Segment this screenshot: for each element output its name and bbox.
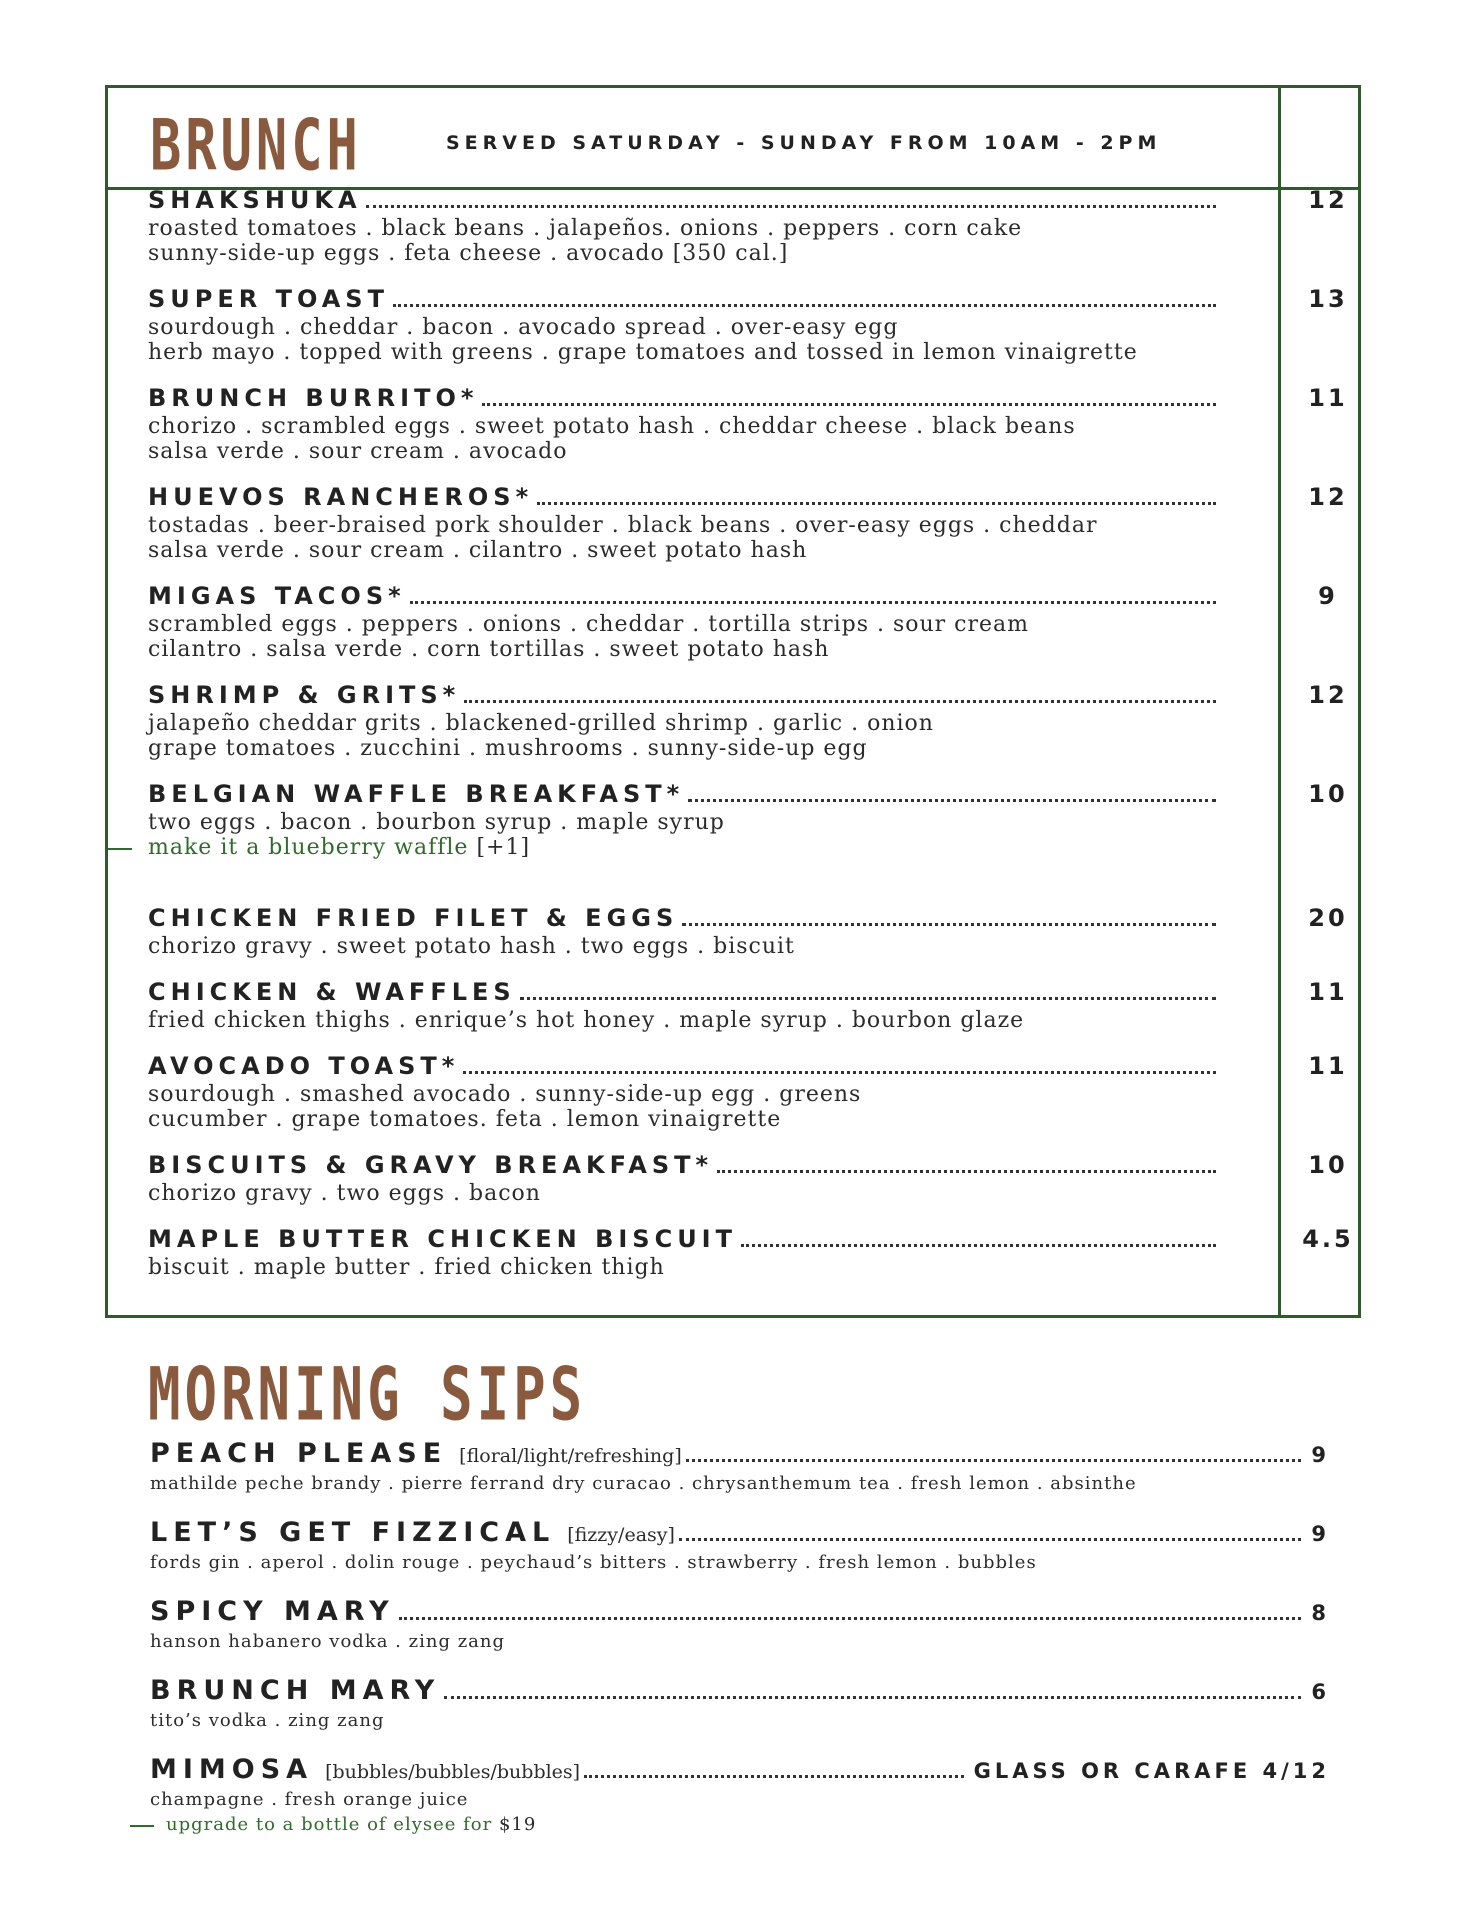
drink-tags: [floral/light/refreshing] — [459, 1445, 682, 1467]
dotted-leader — [741, 1226, 1216, 1247]
menu-item — [148, 285, 1358, 365]
drink-item-header — [150, 1596, 1330, 1630]
dotted-leader — [584, 1759, 963, 1778]
menu-item-name: HUEVOS RANCHEROS* — [148, 483, 534, 511]
menu-item-description: chorizo . scrambled eggs . sweet potato hash . cheddar cheese . black beans — [148, 414, 1076, 439]
menu-item-description: chorizo gravy . sweet potato hash . two eggs . biscuit — [148, 934, 795, 959]
menu-item-header — [148, 384, 1358, 414]
menu-item-title-row — [148, 186, 1224, 214]
dotted-leader — [399, 1601, 1302, 1620]
drink-price: GLASS OR CARAFE 4/12 — [973, 1759, 1330, 1783]
dotted-leader — [410, 583, 1216, 604]
menu-item-title-row — [148, 681, 1224, 709]
menu-item-description: two eggs . bacon . bourbon syrup . maple syrup — [148, 810, 725, 835]
menu-item-description: jalapeño cheddar grits . blackened-grilled shrimp . garlic . onion — [148, 711, 934, 736]
menu-item-header — [148, 1225, 1358, 1255]
menu-item-title-row — [148, 978, 1224, 1006]
dotted-leader — [444, 1680, 1301, 1699]
menu-item-title-row — [148, 285, 1224, 313]
dotted-leader — [686, 1443, 1302, 1462]
drink-price: 9 — [1311, 1443, 1330, 1467]
menu-item-price: 12 — [1308, 186, 1348, 214]
menu-item — [148, 1225, 1358, 1280]
green-dash-marker — [108, 848, 132, 850]
upgrade-note-price: [+1] — [476, 835, 531, 860]
menu-item-name: CHICKEN & WAFFLES — [148, 978, 516, 1006]
drink-item — [150, 1517, 1330, 1575]
upgrade-note-text: make it a blueberry waffle — [148, 835, 469, 860]
drink-tags: [fizzy/easy] — [567, 1524, 675, 1546]
menu-item-header — [148, 582, 1358, 612]
upgrade-note-text: upgrade to a bottle of elysee for — [166, 1814, 493, 1835]
drink-item-header — [150, 1438, 1330, 1472]
green-dash-marker — [130, 1825, 154, 1827]
dotted-leader — [393, 286, 1216, 307]
menu-item-price: 11 — [1308, 978, 1348, 1006]
menu-item-title-row — [148, 1225, 1224, 1253]
drink-name: PEACH PLEASE — [150, 1438, 448, 1469]
drink-price: 6 — [1311, 1680, 1330, 1704]
menu-item-price: 13 — [1308, 285, 1348, 313]
menu-item-description: salsa verde . sour cream . cilantro . sweet potato hash — [148, 538, 808, 563]
menu-item-name: SHRIMP & GRITS* — [148, 681, 461, 709]
menu-item-price: 10 — [1308, 780, 1348, 808]
drink-item — [150, 1754, 1330, 1838]
brunch-header — [108, 88, 1358, 190]
menu-item-title-row — [148, 1052, 1224, 1080]
menu-item-name: BRUNCH BURRITO* — [148, 384, 479, 412]
menu-item-header — [148, 978, 1358, 1008]
menu-item-description: grape tomatoes . zucchini . mushrooms . sunny-side-up egg — [148, 736, 868, 761]
menu-item — [148, 978, 1358, 1033]
drink-price: 8 — [1311, 1601, 1330, 1625]
menu-item-price: 11 — [1308, 384, 1348, 412]
drink-tags: [bubbles/bubbles/bubbles] — [325, 1761, 581, 1783]
menu-item — [148, 681, 1358, 761]
menu-item-price: 12 — [1308, 483, 1348, 511]
drink-item-header — [150, 1675, 1330, 1709]
menu-item-header — [148, 1052, 1358, 1082]
menu-item-name: AVOCADO TOAST* — [148, 1052, 460, 1080]
dotted-leader — [463, 1053, 1216, 1074]
menu-item-description: scrambled eggs . peppers . onions . cheddar . tortilla strips . sour cream — [148, 612, 1030, 637]
dotted-leader — [537, 484, 1216, 505]
menu-item-name: MIGAS TACOS* — [148, 582, 406, 610]
menu-item-name: BISCUITS & GRAVY BREAKFAST* — [148, 1151, 714, 1179]
menu-item-description: roasted tomatoes . black beans . jalapeños. onions . peppers . corn cake — [148, 216, 1023, 241]
dotted-leader — [366, 187, 1216, 208]
menu-item-description: sunny-side-up eggs . feta cheese . avocado [350 cal.] — [148, 241, 789, 266]
menu-item-name: MAPLE BUTTER CHICKEN BISCUIT — [148, 1225, 737, 1253]
menu-item-name: SUPER TOAST — [148, 285, 389, 313]
menu-item-header — [148, 681, 1358, 711]
menu-item-description: chorizo gravy . two eggs . bacon — [148, 1181, 541, 1206]
menu-item — [148, 780, 1358, 860]
menu-item-title-row — [148, 904, 1224, 932]
menu-item-title-row — [148, 483, 1224, 511]
drink-name: SPICY MARY — [150, 1596, 395, 1627]
dotted-leader — [482, 385, 1216, 406]
brunch-menu-box — [105, 85, 1361, 1318]
menu-item-description: cilantro . salsa verde . corn tortillas . sweet potato hash — [148, 637, 830, 662]
menu-item — [148, 483, 1358, 563]
drink-description: mathilde peche brandy . pierre ferrand dry curacao . chrysanthemum tea . fresh lemon . absinthe — [150, 1473, 1137, 1494]
menu-item-header — [148, 285, 1358, 315]
menu-item-description: herb mayo . topped with greens . grape tomatoes and tossed in lemon vinaigrette — [148, 340, 1138, 365]
menu-item-price: 4.5 — [1302, 1225, 1354, 1253]
menu-item-description: sourdough . cheddar . bacon . avocado spread . over-easy egg — [148, 315, 899, 340]
drink-item — [150, 1596, 1330, 1654]
drink-name: MIMOSA — [150, 1754, 314, 1785]
drink-description: champagne . fresh orange juice — [150, 1789, 469, 1810]
menu-item-header — [148, 483, 1358, 513]
menu-item-title-row — [148, 780, 1224, 808]
menu-item-header — [148, 780, 1358, 810]
menu-item-price: 9 — [1318, 582, 1338, 610]
drink-upgrade-note — [150, 1812, 1330, 1838]
menu-item-header — [148, 186, 1358, 216]
drink-description: tito’s vodka . zing zang — [150, 1710, 385, 1731]
menu-item-upgrade-note — [148, 835, 1358, 860]
menu-item-header — [148, 1151, 1358, 1181]
menu-item-name: CHICKEN FRIED FILET & EGGS — [148, 904, 679, 932]
menu-item-title-row — [148, 582, 1224, 610]
morning-sips-title: MORNING SIPS — [148, 1352, 587, 1438]
brunch-hours: SERVED SATURDAY - SUNDAY FROM 10AM - 2PM — [446, 132, 1162, 154]
drink-price: 9 — [1311, 1522, 1330, 1546]
menu-item-title-row — [148, 384, 1224, 412]
drink-item-header — [150, 1754, 1330, 1788]
menu-item-price: 10 — [1308, 1151, 1348, 1179]
upgrade-note-price: $19 — [498, 1814, 537, 1835]
menu-item-price: 11 — [1308, 1052, 1348, 1080]
dotted-leader — [679, 1522, 1301, 1541]
menu-item-description: fried chicken thighs . enrique’s hot honey . maple syrup . bourbon glaze — [148, 1008, 1025, 1033]
menu-item — [148, 186, 1358, 266]
drink-description: hanson habanero vodka . zing zang — [150, 1631, 506, 1652]
brunch-title: BRUNCH — [150, 106, 362, 187]
menu-item-description: biscuit . maple butter . fried chicken thigh — [148, 1255, 665, 1280]
drink-name: BRUNCH MARY — [150, 1675, 441, 1706]
menu-item-name: SHAKSHUKA — [148, 186, 362, 214]
drink-item-header — [150, 1517, 1330, 1551]
menu-item — [148, 904, 1358, 959]
dotted-leader — [717, 1152, 1216, 1173]
menu-item-price: 20 — [1308, 904, 1348, 932]
menu-item-description: sourdough . smashed avocado . sunny-side-up egg . greens — [148, 1082, 862, 1107]
menu-item — [148, 582, 1358, 662]
menu-item-description: tostadas . beer-braised pork shoulder . black beans . over-easy eggs . cheddar — [148, 513, 1098, 538]
menu-item-title-row — [148, 1151, 1224, 1179]
menu-item — [148, 1052, 1358, 1132]
menu-item — [148, 1151, 1358, 1206]
menu-item-price: 12 — [1308, 681, 1348, 709]
drink-description: fords gin . aperol . dolin rouge . peychaud’s bitters . strawberry . fresh lemon . bubbles — [150, 1552, 1037, 1573]
dotted-leader — [464, 682, 1216, 703]
drink-item — [150, 1675, 1330, 1733]
dotted-leader — [688, 781, 1216, 802]
dotted-leader — [682, 905, 1216, 926]
menu-item-description: cucumber . grape tomatoes. feta . lemon vinaigrette — [148, 1107, 782, 1132]
menu-item — [148, 384, 1358, 464]
drink-name: LET’S GET FIZZICAL — [150, 1517, 556, 1548]
dotted-leader — [520, 979, 1216, 1000]
menu-item-description: salsa verde . sour cream . avocado — [148, 439, 568, 464]
drink-item — [150, 1438, 1330, 1496]
menu-item-header — [148, 904, 1358, 934]
menu-item-name: BELGIAN WAFFLE BREAKFAST* — [148, 780, 685, 808]
